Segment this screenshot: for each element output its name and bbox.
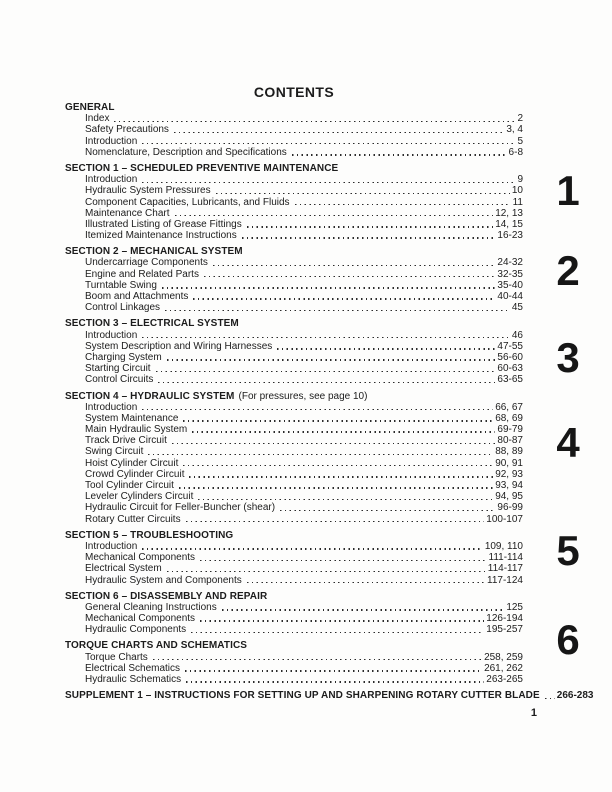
entry-pages: 90, 91	[495, 457, 523, 469]
toc-entry-label: Introduction	[85, 401, 138, 413]
section-tab-number: 5	[556, 527, 580, 574]
toc-entry-label: Track Drive Circuit	[85, 435, 167, 447]
entry-pages: 56-60	[497, 351, 523, 363]
toc-entry-label: Hydraulic System Pressures	[85, 185, 211, 197]
section-header-row	[65, 640, 523, 651]
dot-leader	[185, 670, 482, 671]
toc-entry-label: Introduction	[85, 135, 138, 147]
entry-pages: 109, 110	[484, 540, 523, 552]
entry-pages: 266-283	[556, 690, 594, 702]
section-tab-number: 2	[556, 247, 580, 294]
toc-section	[65, 163, 523, 241]
dot-leader	[204, 276, 495, 277]
entry-pages: 93, 94	[495, 480, 523, 491]
section-header: SECTION 1 – SCHEDULED PREVENTIVE MAINTENANCE	[65, 162, 339, 174]
toc-entry-label: Electrical Schematics	[85, 662, 181, 674]
toc-row	[65, 446, 523, 457]
section-header: SECTION 4 – HYDRAULIC SYSTEM	[65, 390, 235, 402]
toc-section	[65, 530, 523, 586]
entry-pages: 96-99	[497, 502, 523, 514]
toc-entry-label: Swing Circuit	[85, 446, 144, 458]
entry-pages: 261, 262	[484, 662, 523, 674]
toc-row	[65, 402, 523, 413]
entry-pages: 92, 93	[495, 468, 523, 480]
entry-pages: 32-35	[497, 268, 523, 280]
dot-leader	[200, 560, 486, 561]
page-number: 1	[530, 707, 537, 719]
toc-row	[65, 552, 523, 563]
toc-entry-label: Tool Cylinder Circuit	[85, 480, 174, 491]
toc-entry-label: Undercarriage Components	[85, 257, 208, 269]
entry-pages: 114-117	[487, 563, 523, 575]
toc-entry-label: Control Linkages	[85, 302, 161, 314]
entry-pages: 16-23	[497, 230, 523, 242]
section-header-row	[65, 246, 523, 257]
toc-row	[65, 563, 523, 574]
section-header: SECTION 3 – ELECTRICAL SYSTEM	[65, 318, 239, 330]
toc-entry-label: Electrical System	[85, 563, 162, 575]
dot-leader	[200, 620, 484, 621]
toc-row	[65, 663, 523, 674]
toc-row	[65, 291, 523, 302]
dot-leader	[162, 287, 496, 288]
dot-leader	[183, 420, 493, 421]
section-header-row	[65, 391, 523, 402]
entry-pages: 68, 69	[495, 412, 523, 424]
dot-leader	[114, 121, 515, 122]
toc-entry-label: Itemized Maintenance Instructions	[85, 230, 237, 242]
dot-leader	[174, 132, 504, 133]
dot-leader	[153, 659, 482, 660]
toc-row	[65, 208, 523, 219]
toc-section	[65, 102, 523, 158]
entry-pages: 35-40	[497, 279, 523, 291]
toc-entry-label: Component Capacities, Lubricants, and Fluids	[85, 196, 290, 208]
toc-entry-label: Hoist Cylinder Circuit	[85, 457, 179, 469]
entry-pages: 80-87	[497, 435, 523, 447]
toc-row	[65, 413, 523, 424]
toc-entry-label: System Description and Wiring Harnesses	[85, 340, 273, 352]
toc-entry-label: Index	[85, 113, 110, 125]
dot-leader	[158, 382, 495, 383]
dot-leader	[172, 443, 496, 444]
dot-leader	[193, 298, 495, 299]
toc-row	[65, 185, 523, 196]
entry-pages: 3, 4	[506, 124, 523, 136]
toc-section	[65, 246, 523, 313]
dot-leader	[222, 609, 505, 610]
toc-row	[65, 363, 523, 374]
toc-entry-label: Introduction	[85, 329, 138, 341]
toc-row	[65, 174, 523, 185]
dot-leader	[148, 454, 493, 455]
toc-row	[65, 302, 523, 313]
toc-row	[65, 469, 523, 480]
section-header-row	[65, 591, 523, 602]
entry-pages: 6-8	[508, 146, 523, 158]
toc-row	[65, 502, 523, 513]
entry-pages: 12, 13	[495, 207, 523, 219]
dot-leader	[165, 310, 510, 311]
toc-section	[65, 640, 523, 685]
dot-leader	[545, 698, 555, 699]
entry-pages: 40-44	[497, 291, 523, 302]
dot-leader	[142, 548, 483, 549]
dot-leader	[142, 409, 493, 410]
toc-row	[65, 602, 523, 613]
toc-entry-label: Turntable Swing	[85, 279, 157, 291]
entry-pages: 69-79	[497, 424, 523, 436]
section-header-row	[65, 318, 523, 329]
dot-leader	[189, 476, 493, 477]
toc-entry-label: Mechanical Components	[85, 613, 196, 625]
entry-pages: 94, 95	[495, 491, 523, 503]
dot-leader	[216, 193, 510, 194]
toc-row	[65, 480, 523, 491]
entry-pages: 11	[512, 196, 523, 208]
toc	[65, 102, 594, 702]
toc-entry-label: Boom and Attachments	[85, 291, 189, 302]
dot-leader	[213, 265, 496, 266]
toc-row	[65, 230, 523, 241]
toc-section	[65, 690, 594, 702]
toc-entry-label: Engine and Related Parts	[85, 268, 199, 280]
toc-entry-label: Hydraulic Schematics	[85, 674, 182, 685]
dot-leader	[192, 431, 495, 432]
dot-leader	[247, 226, 493, 227]
entry-pages: 100-107	[486, 513, 523, 525]
toc-entry-label: Illustrated Listing of Grease Fittings	[85, 218, 242, 230]
entry-pages: 125	[506, 601, 523, 613]
toc-row	[65, 424, 523, 435]
dot-leader	[280, 510, 495, 511]
toc-row	[65, 280, 523, 291]
section-tab-number: 4	[556, 419, 580, 466]
toc-entry-label: Introduction	[85, 174, 138, 186]
dot-leader	[179, 487, 493, 488]
section-header: TORQUE CHARTS AND SCHEMATICS	[65, 640, 248, 652]
entry-pages: 14, 15	[495, 218, 523, 230]
toc-row	[65, 341, 523, 352]
dot-leader	[142, 182, 515, 183]
dot-leader	[242, 237, 496, 238]
section-header-row	[65, 102, 523, 113]
entry-pages: 2	[517, 113, 523, 125]
toc-row	[65, 613, 523, 624]
toc-entry-label: Safety Precautions	[85, 124, 169, 136]
dot-leader	[167, 571, 486, 572]
entry-pages: 60-63	[497, 363, 523, 375]
entry-pages: 9	[517, 174, 523, 186]
toc-row	[65, 652, 523, 663]
section-header-row	[65, 690, 594, 702]
toc-section	[65, 591, 523, 636]
toc-entry-label: Torque Charts	[85, 651, 148, 663]
section-header: SECTION 2 – MECHANICAL SYSTEM	[65, 246, 243, 258]
toc-row	[65, 491, 523, 502]
toc-row	[65, 624, 523, 635]
dot-leader	[175, 215, 494, 216]
toc-entry-label: Hydraulic Circuit for Feller-Buncher (shear)	[85, 502, 276, 514]
toc-row	[65, 514, 523, 525]
toc-row	[65, 136, 523, 147]
entry-pages: 45	[511, 302, 523, 314]
section-tab-number: 3	[556, 334, 580, 381]
section-header: SECTION 5 – TROUBLESHOOTING	[65, 529, 234, 541]
entry-pages: 47-55	[497, 340, 523, 352]
toc-row	[65, 113, 523, 124]
dot-leader	[183, 465, 493, 466]
entry-pages: 66, 67	[495, 401, 523, 413]
toc-entry-label: Charging System	[85, 351, 162, 363]
entry-pages: 5	[517, 135, 523, 147]
toc-row	[65, 541, 523, 552]
section-tab-number: 1	[556, 167, 580, 214]
entry-pages: 258, 259	[484, 651, 523, 663]
entry-pages: 263-265	[486, 674, 523, 685]
toc-row	[65, 435, 523, 446]
toc-entry-label: Rotary Cutter Circuits	[85, 513, 181, 525]
entry-pages: 63-65	[497, 374, 523, 386]
toc-entry-label: Starting Circuit	[85, 363, 151, 375]
toc-entry-label: Mechanical Components	[85, 552, 196, 564]
entry-pages: 10	[511, 185, 523, 197]
toc-row	[65, 124, 523, 135]
dot-leader	[191, 632, 484, 633]
toc-row	[65, 374, 523, 385]
toc-entry-label: General Cleaning Instructions	[85, 601, 217, 613]
dot-leader	[277, 348, 495, 349]
toc-entry-label: Hydraulic System and Components	[85, 574, 242, 586]
entry-pages: 46	[511, 329, 523, 341]
dot-leader	[142, 143, 515, 144]
dot-leader	[198, 499, 493, 500]
entry-pages: 117-124	[487, 574, 523, 586]
section-header: GENERAL	[65, 102, 115, 113]
dot-leader	[142, 337, 510, 338]
toc-row	[65, 674, 523, 685]
toc-row	[65, 458, 523, 469]
toc-row	[65, 257, 523, 268]
entry-pages: 24-32	[497, 257, 523, 269]
entry-pages: 111-114	[488, 552, 523, 564]
dot-leader	[186, 521, 485, 522]
toc-row	[65, 219, 523, 230]
dot-leader	[186, 681, 484, 682]
section-header-row	[65, 163, 523, 174]
toc-entry-label: Leveler Cylinders Circuit	[85, 491, 194, 503]
toc-entry-label: Hydraulic Components	[85, 624, 187, 636]
toc-row	[65, 197, 523, 208]
toc-section	[65, 391, 523, 525]
dot-leader	[156, 371, 496, 372]
entry-pages: 126-194	[486, 613, 523, 625]
page-title: CONTENTS	[253, 84, 335, 100]
toc-row	[65, 330, 523, 341]
entry-pages: 88, 89	[495, 446, 523, 458]
section-header-row	[65, 530, 523, 541]
section-header: SECTION 6 – DISASSEMBLY AND REPAIR	[65, 590, 268, 602]
section-header: SUPPLEMENT 1 – INSTRUCTIONS FOR SETTING UP AND SHARPENING ROTARY CUTTER BLADE	[65, 690, 540, 702]
toc-entry-label: Introduction	[85, 540, 138, 552]
toc-entry-label: Crowd Cylinder Circuit	[85, 468, 185, 480]
toc-entry-label: Maintenance Chart	[85, 207, 170, 219]
toc-row	[65, 575, 523, 586]
section-tab-number: 6	[556, 616, 580, 663]
dot-leader	[292, 154, 507, 155]
toc-entry-label: Control Circuits	[85, 374, 154, 386]
toc-section	[65, 318, 523, 385]
toc-row	[65, 147, 523, 158]
dot-leader	[295, 204, 511, 205]
toc-entry-label: Nomenclature, Description and Specifications	[85, 146, 287, 158]
toc-row	[65, 269, 523, 280]
toc-entry-label: Main Hydraulic System	[85, 424, 188, 436]
toc-row	[65, 352, 523, 363]
entry-pages: 195-257	[486, 624, 523, 636]
section-header-suffix: (For pressures, see page 10)	[238, 390, 368, 402]
dot-leader	[247, 582, 485, 583]
toc-entry-label: System Maintenance	[85, 412, 179, 424]
dot-leader	[167, 359, 496, 360]
